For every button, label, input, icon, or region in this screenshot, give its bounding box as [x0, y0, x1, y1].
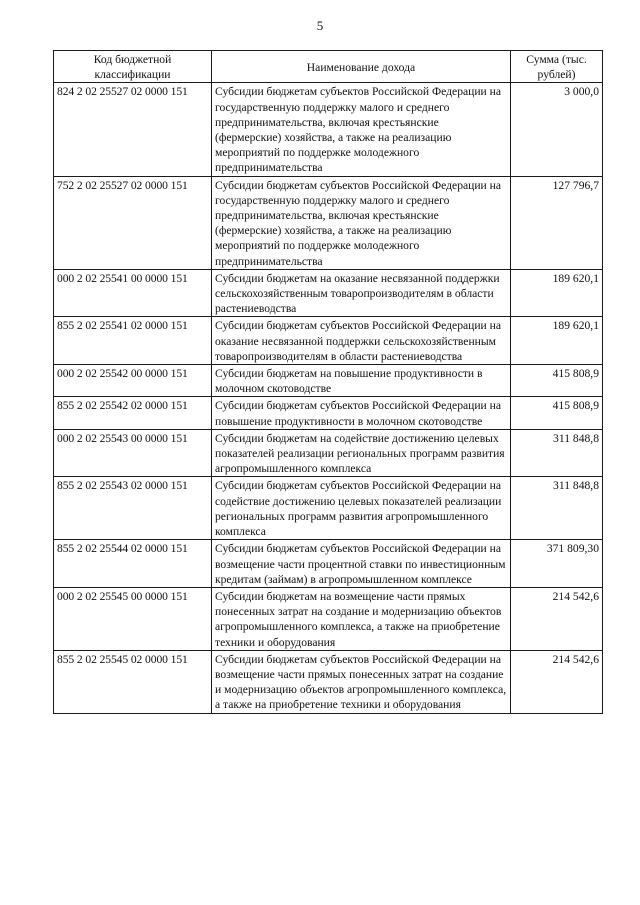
- row-code: 855 2 02 25544 02 0000 151: [54, 540, 212, 588]
- row-sum: 415 808,9: [511, 397, 603, 429]
- row-sum: 189 620,1: [511, 269, 603, 317]
- table-row: [54, 477, 603, 540]
- table-row: [54, 365, 603, 397]
- row-code: 000 2 02 25542 00 0000 151: [54, 365, 212, 397]
- table-row: [54, 397, 603, 429]
- row-sum: 311 848,8: [511, 477, 603, 540]
- row-sum: 189 620,1: [511, 317, 603, 365]
- header-name: Наименование дохода: [212, 51, 511, 83]
- row-code: 752 2 02 25527 02 0000 151: [54, 176, 212, 269]
- table-row: [54, 429, 603, 477]
- row-name: Субсидии бюджетам на содействие достижению целевых показателей реализации региональных программ развития агропромышленного комплекса: [212, 429, 511, 477]
- row-name: Субсидии бюджетам субъектов Российской Федерации на повышение продуктивности в молочном скотоводстве: [212, 397, 511, 429]
- row-name: Субсидии бюджетам субъектов Российской Федерации на государственную поддержку малого и среднего предпринимательства, включая крестьянские (фермерские) хозяйства, а также на реализацию мероприятий по поддержке молодежного предпринимательства: [212, 176, 511, 269]
- table-row: [54, 587, 603, 650]
- revenue-table: [53, 50, 603, 714]
- row-sum: 371 809,30: [511, 540, 603, 588]
- row-name: Субсидии бюджетам на возмещение части прямых понесенных затрат на создание и модернизацию объектов агропромышленного комплекса, а также на приобретение техники и оборудования: [212, 587, 511, 650]
- row-code: 855 2 02 25543 02 0000 151: [54, 477, 212, 540]
- table-row: [54, 317, 603, 365]
- row-code: 824 2 02 25527 02 0000 151: [54, 83, 212, 176]
- header-sum: Сумма (тыс. рублей): [511, 51, 603, 83]
- page-number: 5: [316, 18, 324, 33]
- header-code: Код бюджетной классификации: [54, 51, 212, 83]
- row-code: 855 2 02 25545 02 0000 151: [54, 650, 212, 713]
- row-name: Субсидии бюджетам субъектов Российской Федерации на возмещение части прямых понесенных затрат на создание и модернизацию объектов агропромышленного комплекса, а также на приобретение техники и оборудования: [212, 650, 511, 713]
- table-row: [54, 650, 603, 713]
- row-code: 855 2 02 25541 02 0000 151: [54, 317, 212, 365]
- row-sum: 311 848,8: [511, 429, 603, 477]
- row-sum: 415 808,9: [511, 365, 603, 397]
- row-code: 000 2 02 25543 00 0000 151: [54, 429, 212, 477]
- table-row: [54, 540, 603, 588]
- row-name: Субсидии бюджетам субъектов Российской Федерации на содействие достижению целевых показателей реализации региональных программ развития агропромышленного комплекса: [212, 477, 511, 540]
- row-name: Субсидии бюджетам на оказание несвязанной поддержки сельскохозяйственным товаропроизводителям в области растениеводства: [212, 269, 511, 317]
- row-sum: 214 542,6: [511, 650, 603, 713]
- row-name: Субсидии бюджетам субъектов Российской Федерации на возмещение части процентной ставки по инвестиционным кредитам (займам) в агропромышленном комплексе: [212, 540, 511, 588]
- row-code: 855 2 02 25542 02 0000 151: [54, 397, 212, 429]
- row-name: Субсидии бюджетам субъектов Российской Федерации на оказание несвязанной поддержки сельскохозяйственным товаропроизводителям в области растениеводства: [212, 317, 511, 365]
- table-row: [54, 176, 603, 269]
- table-header-row: [54, 51, 603, 83]
- row-name: Субсидии бюджетам субъектов Российской Федерации на государственную поддержку малого и среднего предпринимательства, включая крестьянские (фермерские) хозяйства, а также на реализацию мероприятий по поддержке молодежного предпринимательства: [212, 83, 511, 176]
- row-sum: 214 542,6: [511, 587, 603, 650]
- row-code: 000 2 02 25541 00 0000 151: [54, 269, 212, 317]
- row-code: 000 2 02 25545 00 0000 151: [54, 587, 212, 650]
- row-sum: 127 796,7: [511, 176, 603, 269]
- table-row: [54, 83, 603, 176]
- table-row: [54, 269, 603, 317]
- row-sum: 3 000,0: [511, 83, 603, 176]
- row-name: Субсидии бюджетам на повышение продуктивности в молочном скотоводстве: [212, 365, 511, 397]
